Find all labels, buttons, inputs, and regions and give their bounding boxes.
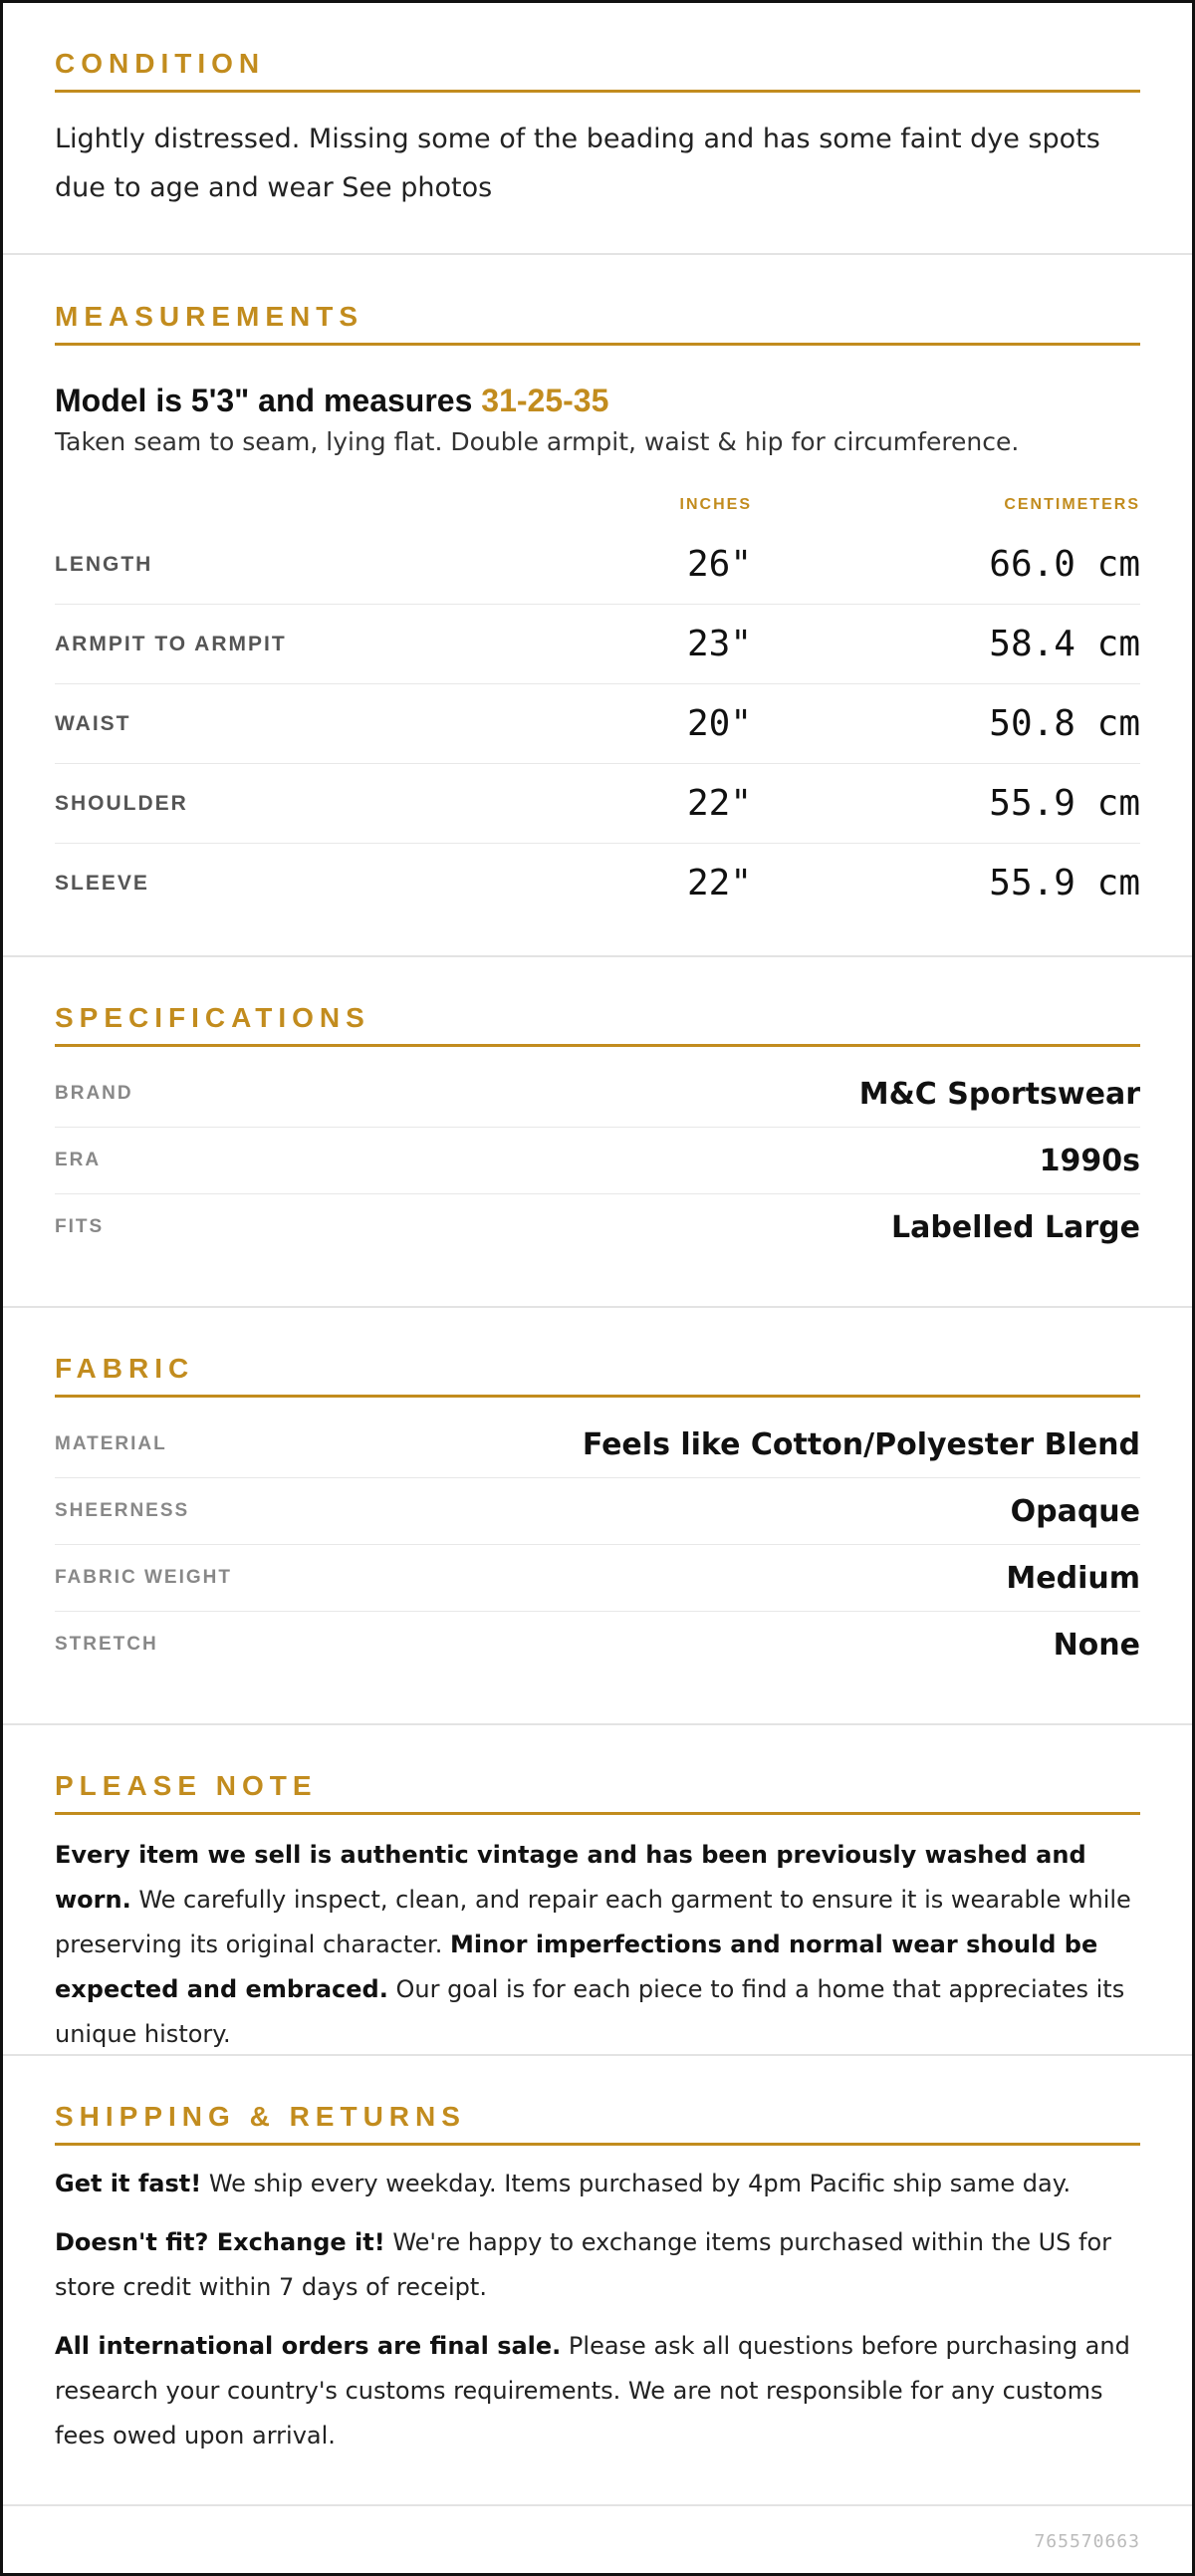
fabric-section — [3, 1308, 1192, 1725]
fabric-value: Opaque — [1010, 1493, 1140, 1529]
spec-row-fits — [55, 1194, 1140, 1260]
spec-value: M&C Sportswear — [858, 1076, 1140, 1112]
fabric-title: FABRIC — [55, 1353, 1140, 1398]
measurement-note: Taken seam to seam, lying flat. Double armpit, waist & hip for circumference. — [55, 427, 1020, 456]
spec-label: BRAND — [55, 1083, 133, 1104]
spec-row-era — [55, 1128, 1140, 1194]
shipping-bold-1: Get it fast! — [55, 2170, 202, 2197]
fabric-label: MATERIAL — [55, 1433, 167, 1454]
column-header-inches: INCHES — [679, 496, 752, 513]
measurement-row — [55, 605, 1140, 684]
spec-value: Labelled Large — [891, 1209, 1140, 1245]
shipping-bold-3: All international orders are final sale. — [55, 2332, 562, 2360]
condition-text: Lightly distressed. Missing some of the beading and has some faint dye spots due to age and wear See photos — [55, 124, 1100, 203]
measurement-label: SLEEVE — [55, 871, 149, 895]
model-measure-value: 31-25-35 — [481, 383, 609, 418]
fabric-list — [55, 1412, 1140, 1677]
spec-label: ERA — [55, 1150, 102, 1170]
specifications-title: SPECIFICATIONS — [55, 1002, 1140, 1047]
shipping-text-2: We're happy to exchange items purchased within the US for store credit within 7 days of receipt. — [55, 2228, 1112, 2301]
shipping-bold-2: Doesn't fit? Exchange it! — [55, 2228, 385, 2256]
measurements-section — [3, 255, 1192, 957]
measurement-inches: 26" — [686, 544, 752, 585]
measurements-title: MEASUREMENTS — [55, 301, 1140, 346]
measurement-row — [55, 525, 1140, 605]
product-reference-number: 765570663 — [1034, 2530, 1140, 2552]
shipping-title: SHIPPING & RETURNS — [55, 2101, 1140, 2146]
measurement-cm: 66.0 cm — [989, 544, 1140, 585]
measurement-label: LENGTH — [55, 552, 153, 576]
fabric-row-stretch — [55, 1612, 1140, 1677]
measurement-label: SHOULDER — [55, 791, 188, 815]
fabric-label: SHEERNESS — [55, 1500, 190, 1521]
measurement-label: ARMPIT TO ARMPIT — [55, 632, 287, 655]
note-bold-2: Minor imperfections and normal wear should be expected and embraced. — [55, 1931, 1098, 2003]
shipping-text-3: Please ask all questions before purchasing and research your country's customs requirements. We are not responsible for any customs fees owed upon arrival. — [55, 2332, 1130, 2449]
measurement-row — [55, 764, 1140, 844]
note-text-1: We carefully inspect, clean, and repair each garment to ensure it is wearable while preserving its original character. — [55, 1886, 1131, 1958]
fabric-value: Feels like Cotton/Polyester Blend — [582, 1426, 1140, 1462]
please-note-text — [55, 1833, 1140, 2057]
specifications-list — [55, 1061, 1140, 1260]
shipping-paragraph-exchange — [55, 2220, 1140, 2310]
model-prefix: Model is 5'3" and measures — [55, 383, 482, 418]
condition-title: CONDITION — [55, 48, 1140, 93]
measurement-row — [55, 684, 1140, 764]
please-note-title: PLEASE NOTE — [55, 1770, 1140, 1815]
fabric-row-material — [55, 1412, 1140, 1478]
fabric-row-sheerness — [55, 1478, 1140, 1545]
shipping-returns-section — [3, 2056, 1192, 2506]
shipping-paragraph-international — [55, 2324, 1140, 2458]
measurement-cm: 50.8 cm — [989, 703, 1140, 744]
measurement-cm: 55.9 cm — [989, 863, 1140, 903]
note-text-2: Our goal is for each piece to find a home that appreciates its unique history. — [55, 1975, 1125, 2048]
fabric-label: STRETCH — [55, 1634, 158, 1655]
spec-label: FITS — [55, 1216, 105, 1237]
please-note-section — [3, 1725, 1192, 2056]
measurement-label: WAIST — [55, 711, 131, 735]
spec-row-brand — [55, 1061, 1140, 1128]
measurement-inches: 20" — [686, 703, 752, 744]
measurement-inches: 23" — [686, 624, 752, 664]
measurement-inches: 22" — [686, 783, 752, 824]
fabric-label: FABRIC WEIGHT — [55, 1567, 232, 1588]
shipping-text-1: We ship every weekday. Items purchased by 4pm Pacific ship same day. — [201, 2170, 1072, 2197]
column-header-centimeters: CENTIMETERS — [1004, 496, 1140, 513]
shipping-paragraph-fast — [55, 2162, 1140, 2206]
measurement-row — [55, 844, 1140, 922]
model-measurements — [55, 382, 1140, 419]
specifications-section — [3, 957, 1192, 1308]
fabric-value: None — [1053, 1627, 1140, 1663]
footer — [3, 2506, 1192, 2576]
spec-value: 1990s — [1039, 1143, 1140, 1178]
measurement-cm: 58.4 cm — [989, 624, 1140, 664]
fabric-value: Medium — [1006, 1560, 1140, 1596]
measurement-table — [55, 525, 1140, 922]
note-bold-1: Every item we sell is authentic vintage and has been previously washed and worn. — [55, 1841, 1086, 1914]
measurement-cm: 55.9 cm — [989, 783, 1140, 824]
fabric-row-weight — [55, 1545, 1140, 1612]
condition-section — [3, 3, 1192, 255]
measurement-inches: 22" — [686, 863, 752, 903]
measurement-table-header — [55, 485, 1140, 525]
